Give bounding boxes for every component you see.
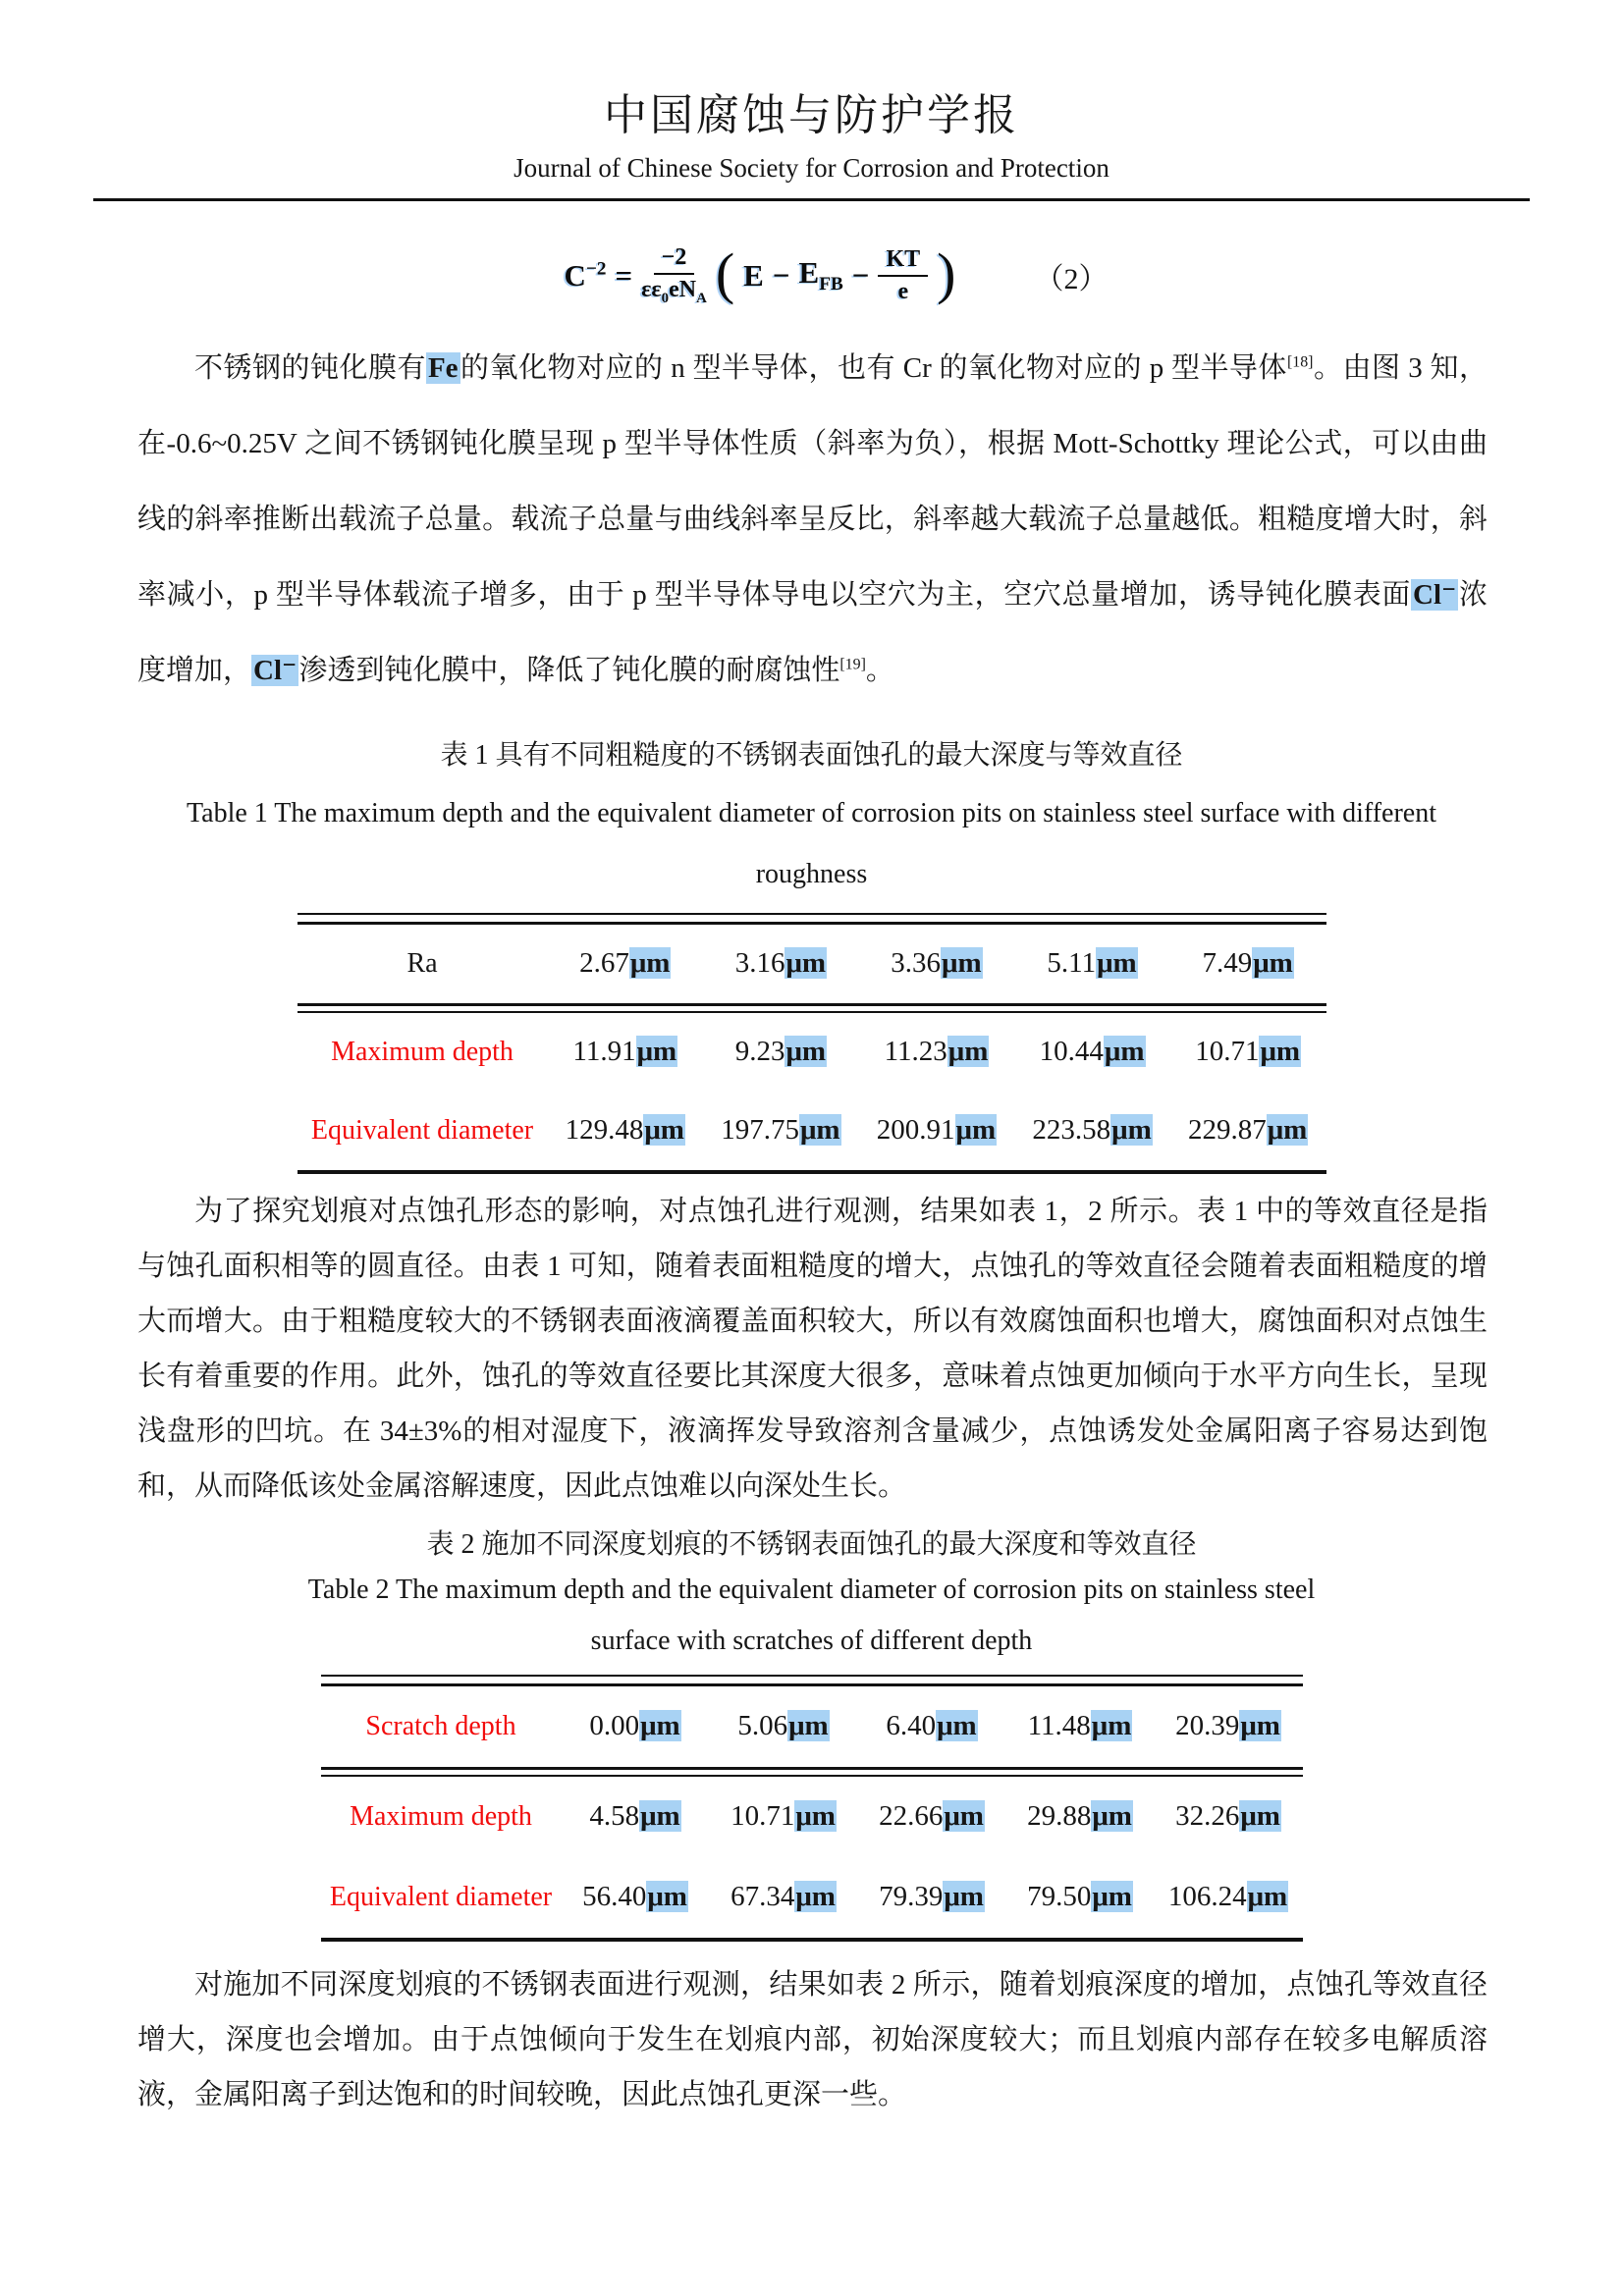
unit-micrometer: μm — [944, 1800, 984, 1833]
unit-micrometer: μm — [640, 1710, 680, 1742]
cell-value: 20.39 — [1175, 1710, 1240, 1742]
cell-value: 29.88 — [1027, 1800, 1092, 1833]
cell-value: 200.91 — [876, 1114, 955, 1147]
table2-bottom-border — [321, 1938, 1303, 1942]
header-divider — [93, 198, 1530, 201]
unit-micrometer: μm — [1092, 1800, 1132, 1833]
paragraph-pit-morphology-discussion — [137, 1184, 1488, 1514]
table-cell — [858, 1710, 1006, 1742]
table-cell — [859, 1114, 1015, 1147]
table2-caption-english-line2: surface with scratches of different depth — [590, 1625, 1033, 1656]
paragraph-scratch-observation — [137, 1957, 1488, 2122]
cell-value: 3.36 — [891, 947, 942, 980]
table-cell — [859, 947, 1015, 980]
table1-caption-english-line2: roughness — [755, 858, 868, 889]
eq-lhs: $C^{-2}$ — [564, 257, 607, 293]
cell-value: 10.71 — [730, 1800, 795, 1833]
cell-value: 106.24 — [1167, 1881, 1247, 1913]
unit-micrometer: μm — [1253, 947, 1293, 980]
citation-ref: [19] — [839, 656, 866, 673]
table-row — [321, 1857, 1303, 1938]
unit-micrometer: μm — [1104, 1036, 1145, 1068]
cell-value: 11.48 — [1027, 1710, 1091, 1742]
table1-rows — [298, 925, 1326, 1170]
cell-value: 5.11 — [1047, 947, 1097, 980]
table-cell — [703, 947, 859, 980]
table-cell — [1006, 1710, 1155, 1742]
equation-row — [25, 240, 1623, 307]
table-cell — [1014, 1036, 1170, 1068]
table-cell — [703, 1036, 859, 1068]
table-separator-line — [298, 1003, 1326, 1013]
cell-value: 6.40 — [886, 1710, 937, 1742]
cell-value: 223.58 — [1032, 1114, 1111, 1147]
cell-value: 197.75 — [721, 1114, 799, 1147]
eq-equals: = — [615, 257, 633, 293]
table-cell — [1155, 1800, 1303, 1833]
table-cell — [562, 1710, 710, 1742]
eq-term-EFB: $E_{FB}$ — [798, 255, 843, 295]
cell-value: 129.48 — [565, 1114, 644, 1147]
table-cell — [562, 1881, 710, 1913]
table1-bottom-border — [298, 1170, 1326, 1174]
unit-micrometer: μm — [799, 1114, 840, 1147]
eq-term-E: E — [743, 257, 764, 293]
row-label: Ra — [406, 947, 438, 979]
table-cell — [710, 1881, 858, 1913]
text-segment: 对施加不同深度划痕的不锈钢表面进行观测，结果如表 2 所示，随着划痕深度的增加，点蚀孔等效直径增大，深度也会增加。由于点蚀倾向于发生在划痕内部，初始深度较大；而且划痕内部存在较多电解质溶液，金属阳离子到达饱和的时间较晚，因此点蚀孔更深一些。 — [137, 1968, 1488, 2110]
eq-fraction-2: $\frac{KT}{e}$ — [878, 246, 928, 305]
citation-ref: [18] — [1286, 353, 1314, 371]
text-segment: 浓度增加， — [137, 578, 1488, 686]
highlighted-term: Cl⁻ — [1413, 578, 1457, 611]
highlighted-term: Cl⁻ — [253, 654, 298, 686]
unit-micrometer: μm — [937, 1710, 977, 1742]
eq-minus-2: − — [851, 257, 870, 293]
cell-value: 10.44 — [1039, 1036, 1104, 1068]
table-cell — [1170, 947, 1326, 980]
table-cell — [859, 1036, 1015, 1068]
unit-micrometer: μm — [944, 1881, 984, 1913]
unit-micrometer: μm — [955, 1114, 997, 1147]
table2-rows — [321, 1686, 1303, 1938]
table-cell — [1006, 1881, 1155, 1913]
table1-top-border — [298, 913, 1326, 925]
table-separator-line — [321, 1767, 1303, 1777]
unit-micrometer: μm — [947, 1036, 989, 1068]
unit-micrometer: μm — [640, 1800, 680, 1833]
table2-top-border — [321, 1675, 1303, 1686]
table1-caption-english — [0, 783, 1623, 905]
cell-value: 67.34 — [730, 1881, 795, 1913]
eq-open-paren: ( — [715, 240, 735, 305]
unit-micrometer: μm — [1092, 1881, 1132, 1913]
text-segment: 渗透到钝化膜中，降低了钝化膜的耐腐蚀性 — [298, 654, 840, 686]
text-segment: 。由图 3 知，在-0.6~0.25V 之间不锈钢钝化膜呈现 p 型半导体性质（斜率为负），根据 Mott-Schottky 理论公式，可以由曲线的斜率推断出载流子总量。载流子总量与曲线斜率呈反比，斜率越大载流子总量越低。粗糙度增大时，斜率减小，p 型半导体载流子增多，由于 p 型半导体导电以空穴为主，空穴总量增加，诱导钝化膜表面 — [137, 351, 1488, 611]
unit-micrometer: μm — [942, 947, 982, 980]
table-cell — [858, 1800, 1006, 1833]
table1-caption-english-line1: Table 1 The maximum depth and the equivalent diameter of corrosion pits on stainless steel surface with different — [187, 797, 1436, 828]
table-cell — [1014, 947, 1170, 980]
eq-denominator: $\varepsilon\varepsilon_0eN_A$ — [641, 277, 707, 306]
cell-value: 3.16 — [734, 947, 785, 980]
unit-micrometer: μm — [1267, 1114, 1308, 1147]
cell-value: 22.66 — [879, 1800, 944, 1833]
text-segment: 不锈钢的钝化膜有 — [194, 351, 426, 384]
unit-micrometer: μm — [785, 947, 827, 980]
cell-value: 0.00 — [589, 1710, 640, 1742]
cell-value: 79.39 — [879, 1881, 944, 1913]
cell-value: 56.40 — [582, 1881, 647, 1913]
unit-micrometer: μm — [795, 1800, 836, 1833]
cell-value: 7.49 — [1202, 947, 1253, 980]
table-row — [298, 1013, 1326, 1092]
text-segment: 为了探究划痕对点蚀孔形态的影响，对点蚀孔进行观测，结果如表 1，2 所示。表 1 中的等效直径是指与蚀孔面积相等的圆直径。由表 1 可知，随着表面粗糙度的增大，点蚀孔的等效直径会随着表面粗糙度的增大而增大。由于粗糙度较大的不锈钢表面液滴覆盖面积较大，所以有效腐蚀面积也增大，腐蚀面积对点蚀生长有着重要的作用。此外，蚀孔的等效直径要比其深度大很多，意味着点蚀更加倾向于水平方向生长，呈现浅盘形的凹坑。在 34±3%的相对湿度下，液滴挥发导致溶剂含量减少，点蚀诱发处金属阳离子容易达到饱和，从而降低该处金属溶解速度，因此点蚀难以向深处生长。 — [137, 1195, 1488, 1502]
cell-value: 9.23 — [734, 1036, 785, 1068]
table-cell — [548, 1036, 704, 1068]
table-row — [298, 1092, 1326, 1170]
unit-micrometer: μm — [647, 1881, 687, 1913]
unit-micrometer: μm — [1240, 1710, 1280, 1742]
table2-scratch-depth — [321, 1675, 1303, 1942]
row-label: Maximum depth — [350, 1800, 532, 1832]
table-cell — [1170, 1036, 1326, 1068]
table-cell — [1155, 1710, 1303, 1742]
cell-value: 2.67 — [579, 947, 629, 980]
table-cell — [548, 1114, 704, 1147]
cell-value: 11.23 — [884, 1036, 947, 1068]
table-cell — [1170, 1114, 1326, 1147]
table-row — [321, 1686, 1303, 1767]
unit-micrometer: μm — [1240, 1800, 1280, 1833]
table-cell — [548, 947, 704, 980]
unit-micrometer: μm — [629, 947, 671, 980]
table2-caption-english — [0, 1565, 1623, 1667]
cell-value: 4.58 — [589, 1800, 640, 1833]
eq-close-paren: ) — [937, 240, 956, 305]
table-cell — [710, 1800, 858, 1833]
text-segment: 。 — [865, 654, 894, 686]
unit-micrometer: μm — [1097, 947, 1137, 980]
unit-micrometer: μm — [788, 1710, 829, 1742]
table-row — [298, 925, 1326, 1003]
table2-caption-english-line1: Table 2 The maximum depth and the equivalent diameter of corrosion pits on stainless steel — [307, 1574, 1316, 1605]
page-header — [0, 0, 1623, 201]
cell-value: 11.91 — [572, 1036, 636, 1068]
cell-value: 10.71 — [1195, 1036, 1260, 1068]
table-cell — [1014, 1114, 1170, 1147]
journal-title-chinese: 中国腐蚀与防护学报 — [604, 91, 1019, 139]
unit-micrometer: μm — [1091, 1710, 1132, 1742]
table-cell — [562, 1800, 710, 1833]
text-segment: 的氧化物对应的 n 型半导体，也有 Cr 的氧化物对应的 p 型半导体 — [460, 351, 1287, 384]
row-label: Scratch depth — [365, 1710, 516, 1741]
highlighted-term: Fe — [427, 351, 459, 384]
unit-micrometer: μm — [644, 1114, 684, 1147]
unit-micrometer: μm — [636, 1036, 677, 1068]
table-cell — [1006, 1800, 1155, 1833]
cell-value: 5.06 — [737, 1710, 788, 1742]
cell-value: 32.26 — [1175, 1800, 1240, 1833]
row-label: Maximum depth — [331, 1036, 514, 1067]
unit-micrometer: μm — [1111, 1114, 1152, 1147]
eq-fraction-1: $\frac{-2}{\varepsilon\varepsilon_0eN_A}$ — [641, 244, 707, 306]
unit-micrometer: μm — [785, 1036, 827, 1068]
paragraph-semiconductor-discussion — [137, 331, 1488, 709]
cell-value: 229.87 — [1187, 1114, 1267, 1147]
unit-micrometer: μm — [795, 1881, 836, 1913]
unit-micrometer: μm — [1247, 1881, 1288, 1913]
table-row — [321, 1777, 1303, 1857]
eq-minus-1: − — [772, 257, 790, 293]
journal-title-english: Journal of Chinese Society for Corrosion and Protection — [514, 153, 1109, 183]
equation-2 — [564, 240, 956, 307]
table-cell — [858, 1881, 1006, 1913]
row-label: Equivalent diameter — [329, 1881, 553, 1912]
cell-value: 79.50 — [1027, 1881, 1092, 1913]
table1-roughness — [298, 913, 1326, 1174]
table-cell — [710, 1710, 858, 1742]
equation-number: （2） — [1034, 262, 1109, 295]
table-cell — [703, 1114, 859, 1147]
table2-caption-chinese: 表 2 施加不同深度划痕的不锈钢表面蚀孔的最大深度和等效直径 — [426, 1528, 1197, 1560]
row-label: Equivalent diameter — [310, 1114, 534, 1146]
unit-micrometer: μm — [1260, 1036, 1301, 1068]
table-cell — [1155, 1881, 1303, 1913]
table1-caption-chinese: 表 1 具有不同粗糙度的不锈钢表面蚀孔的最大深度与等效直径 — [440, 739, 1183, 771]
